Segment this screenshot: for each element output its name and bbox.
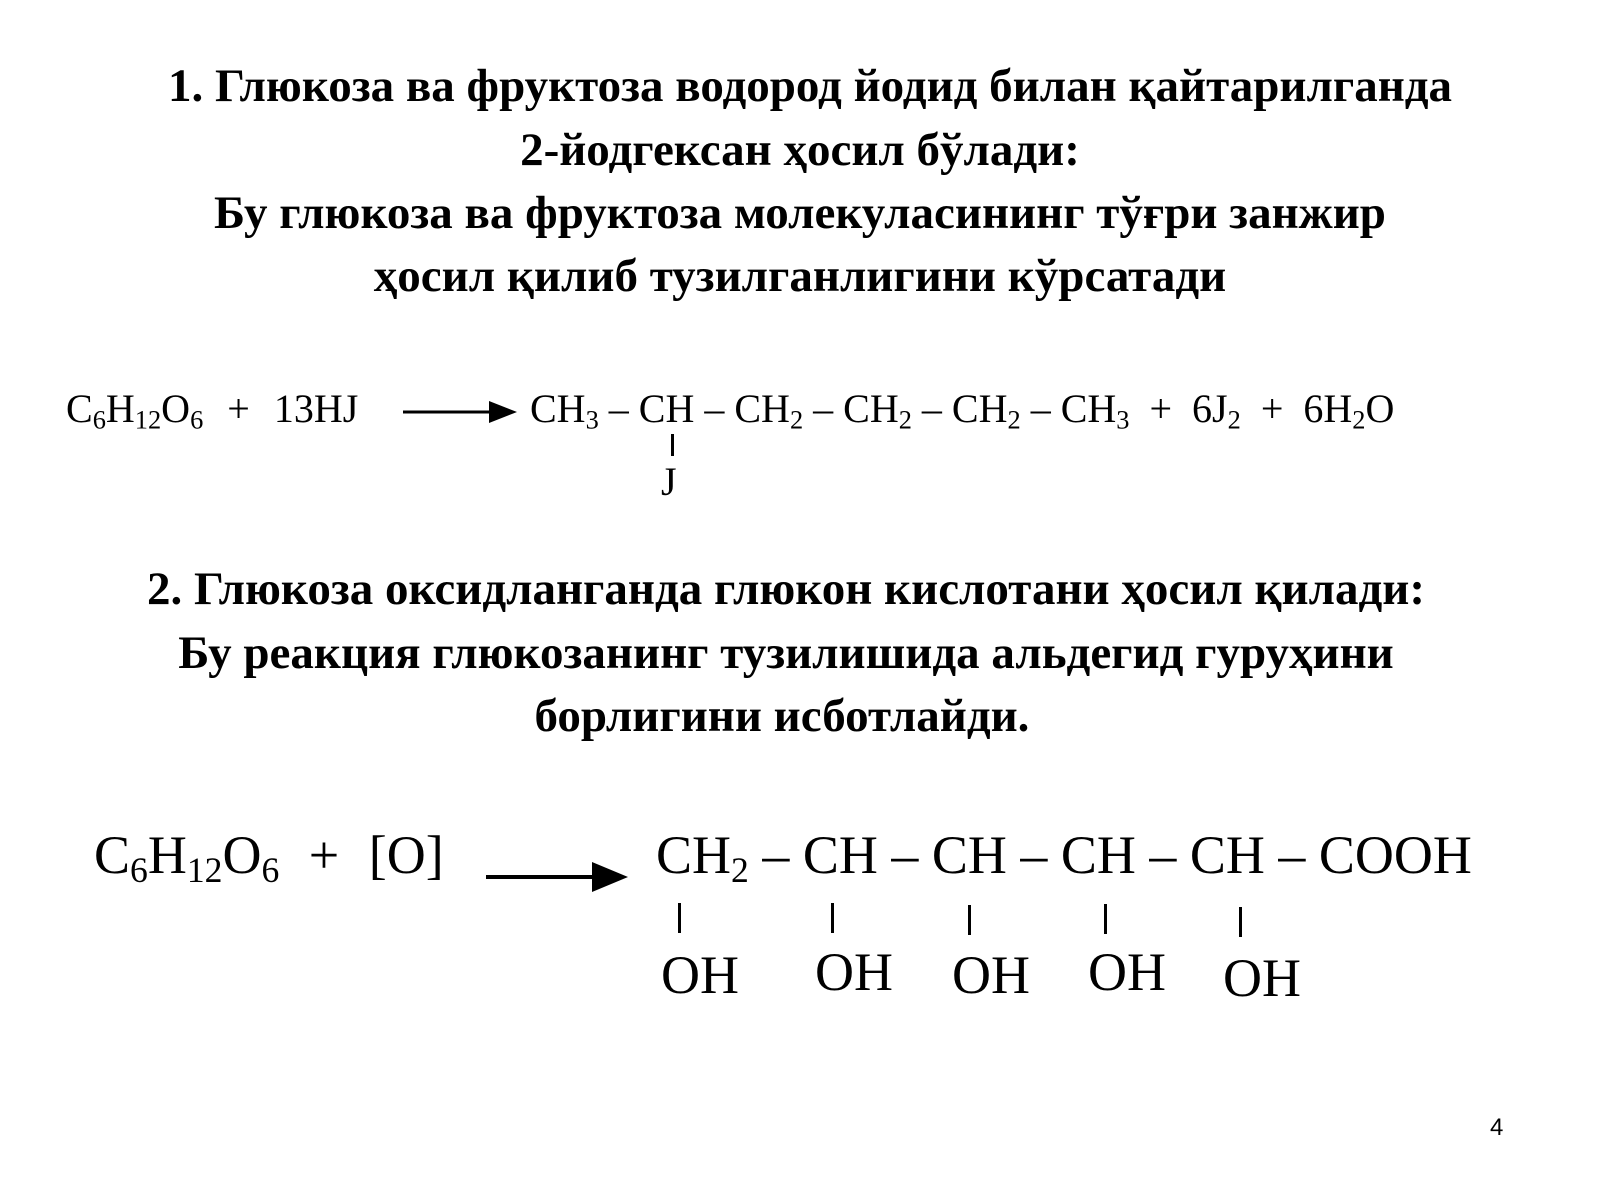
reaction1-ch2-c: $CH_2$ xyxy=(951,386,1021,435)
reaction2-ch-a: CH xyxy=(802,825,878,885)
reaction2-bond-line-2 xyxy=(831,903,834,933)
reaction2-oh-3: OH xyxy=(952,945,1030,1005)
reaction1-ch3-a: $CH_3$ xyxy=(530,386,599,435)
reaction1-dash-2: – xyxy=(704,386,725,431)
reaction2-bond-line-5 xyxy=(1239,907,1242,937)
reaction1-ch2-a: $CH_2$ xyxy=(734,386,804,435)
reaction2-bond-line-4 xyxy=(1104,904,1107,934)
reaction2-glucose: $C_6H_{12}O_6$ xyxy=(94,825,280,890)
reaction1-reagent: 13HJ xyxy=(273,386,359,431)
section1-line-4: ҳосил қилиб тузилганлигини кўрсатади xyxy=(373,250,1227,302)
reaction2-bond-line-3 xyxy=(968,905,971,935)
reaction2-plus: + xyxy=(308,825,340,885)
reaction1-arrow xyxy=(403,400,519,424)
reaction2-product xyxy=(656,825,1472,890)
section2-line-3: борлигини исботлайди. xyxy=(534,690,1030,742)
reaction2-dash-3: – xyxy=(1020,825,1048,885)
reaction2-bond-line-1 xyxy=(678,903,681,933)
reaction2-ch-d: CH xyxy=(1189,825,1265,885)
reaction2-arrow xyxy=(486,860,630,894)
section1-line-2: 2-йодгексан ҳосил бўлади: xyxy=(520,124,1080,176)
section2-line-1: 2. Глюкоза оксидланганда глюкон кислотани ҳосил қилади: xyxy=(147,563,1425,615)
reaction1-ch2-b: $CH_2$ xyxy=(843,386,912,435)
reaction1-substituent: J xyxy=(661,459,677,504)
reaction1-dash-3: – xyxy=(813,386,834,431)
reaction2-dash-4: – xyxy=(1149,825,1177,885)
reaction2-equation xyxy=(94,825,444,890)
reaction2-oh-2: OH xyxy=(815,942,893,1002)
reaction1-ch3-b: $CH_3$ xyxy=(1060,386,1130,435)
reaction2-cooh: COOH xyxy=(1318,825,1472,885)
reaction1-equation xyxy=(66,386,359,435)
reaction2-dash-1: – xyxy=(762,825,790,885)
reaction1-product xyxy=(530,386,1395,435)
reaction2-ch2: $CH_2$ xyxy=(656,825,749,890)
reaction2-dash-2: – xyxy=(891,825,919,885)
reaction2-oh-4: OH xyxy=(1088,942,1166,1002)
section1-line-3: Бу глюкоза ва фруктоза молекуласининг тўғри занжир xyxy=(214,187,1386,239)
reaction2-oh-5: OH xyxy=(1223,948,1301,1008)
reaction1-dash-4: – xyxy=(921,386,942,431)
reaction1-plus-2: + xyxy=(1149,386,1173,431)
reaction1-glucose: $C_6H_{12}O_6$ xyxy=(66,386,204,435)
reaction1-plus-1: + xyxy=(227,386,250,431)
reaction2-ch-b: CH xyxy=(931,825,1007,885)
reaction1-ch: CH xyxy=(638,386,695,431)
page-number: 4 xyxy=(1490,1114,1504,1141)
reaction2-oxidant: [O] xyxy=(368,825,444,885)
reaction2-dash-5: – xyxy=(1278,825,1306,885)
reaction1-bond-line xyxy=(671,434,674,456)
reaction1-dash-5: – xyxy=(1030,386,1051,431)
reaction1-plus-3: + xyxy=(1260,386,1284,431)
reaction1-iodine: $6J_2$ xyxy=(1192,386,1241,435)
reaction1-dash-1: – xyxy=(608,386,629,431)
section1-line-1: 1. Глюкоза ва фруктоза водород йодид билан қайтарилганда xyxy=(167,60,1453,112)
reaction1-water: $6H_2O$ xyxy=(1303,386,1395,435)
section2-line-2: Бу реакция глюкозанинг тузилишида альдегид гуруҳини xyxy=(178,627,1394,679)
reaction2-oh-1: OH xyxy=(661,945,739,1005)
reaction2-ch-c: CH xyxy=(1060,825,1136,885)
